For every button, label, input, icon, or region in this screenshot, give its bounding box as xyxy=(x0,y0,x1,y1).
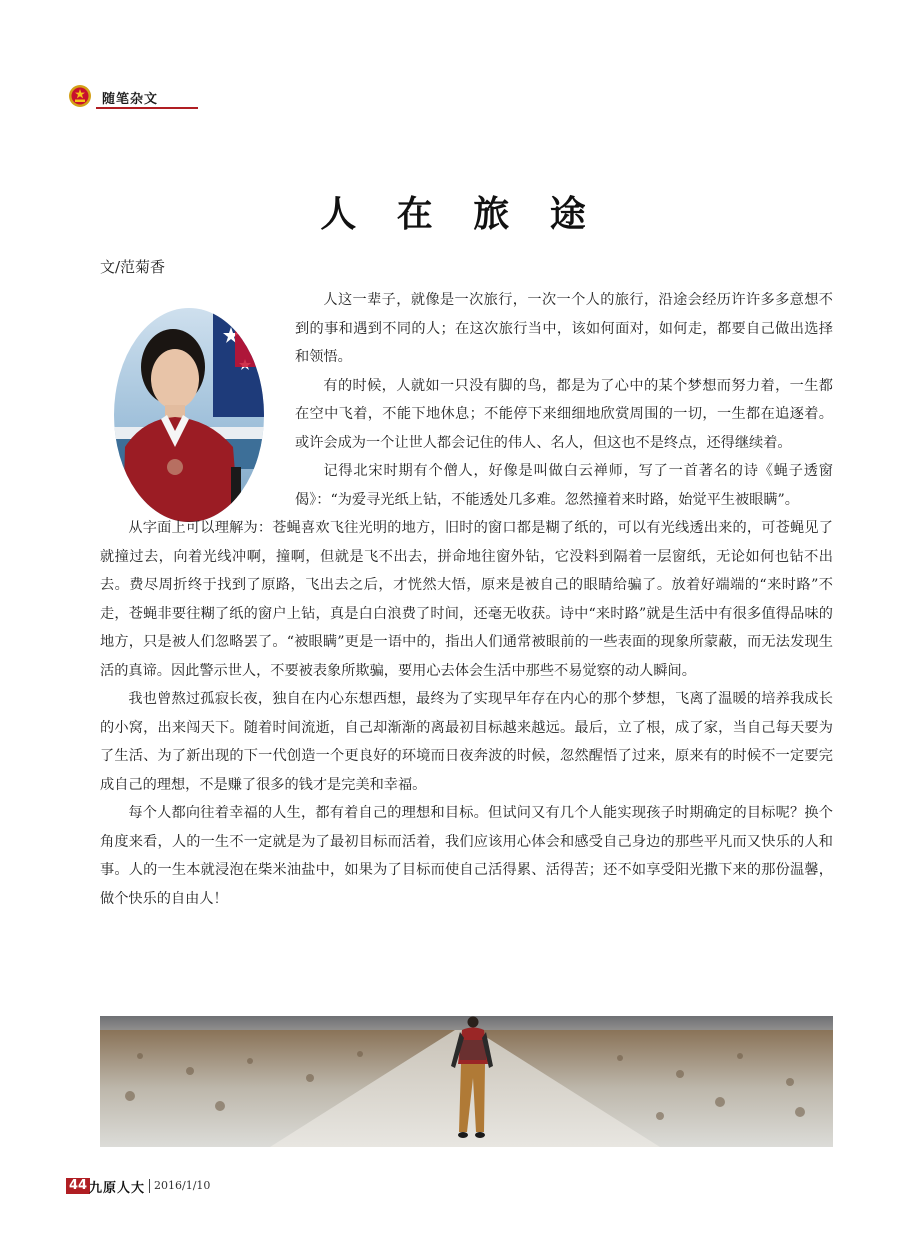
paragraph: 每个人都向往着幸福的人生，都有着自己的理想和目标。但试问又有几个人能实现孩子时期确定的目标呢？换个角度来看，人的一生不一定就是为了最初目标而活着，我们应该用心体会和感受自己身边的那些平凡而又快乐的人和事。人的一生本就浸泡在柴米油盐中，如果为了目标而使自己活得累、活得苦；还不如享受阳光撒下来的那份温馨，做个快乐的自由人！ xyxy=(100,805,833,907)
paragraph: 有的时候，人就如一只没有脚的鸟，都是为了心中的某个梦想而努力着，一生都在空中飞着，不能下地休息；不能停下来细细地欣赏周围的一切，一生都在追逐着。或许会成为一个让世人都会记住的伟人、名人，但这也不是终点，还得继续着。 xyxy=(295,377,833,451)
paragraph: 记得北宋时期有个僧人，好像是叫做白云禅师，写了一首著名的诗《蝇子透窗偈》：“为爱寻光纸上钻，不能透处几多难。忽然撞着来时路，始觉平生被眼瞒”。 xyxy=(295,463,833,508)
magazine-name: 九原人大 xyxy=(89,1181,146,1196)
page-number: 44 xyxy=(66,1178,90,1194)
article-body xyxy=(100,286,833,913)
paragraph: 人这一辈子，就像是一次旅行，一次一个人的旅行，沿途会经历许许多多意想不到的事和遇到不同的人；在这次旅行当中，该如何面对，如何走，都要自己做出选择和领悟。 xyxy=(295,292,833,365)
article-byline: 文/范菊香 xyxy=(100,258,166,276)
national-emblem-icon xyxy=(68,84,92,108)
road-photo xyxy=(100,1016,833,1147)
publication-date: 2016/1/10 xyxy=(154,1179,211,1192)
section-label: 随笔杂文 xyxy=(102,92,159,107)
section-header xyxy=(66,84,198,112)
section-rule xyxy=(96,107,198,109)
footer-divider xyxy=(149,1179,150,1193)
paragraph: 从字面上可以理解为：苍蝇喜欢飞往光明的地方，旧时的窗口都是糊了纸的，可以有光线透出来的，可苍蝇见了就撞过去，向着光线冲啊，撞啊，但就是飞不出去，拼命地往窗外钻，它没料到隔着一层窗纸，无论如何也钻不出去。费尽周折终于找到了原路，飞出去之后，才恍然大悟，原来是被自己的眼睛给骗了。放着好端端的“来时路”不走，苍蝇非要往糊了纸的窗户上钻，真是白白浪费了时间，还毫无收获。诗中“来时路”就是生活中有很多值得品味的地方，只是被人们忽略罢了。“被眼瞒”更是一语中的，指出人们通常被眼前的一些表面的现象所蒙蔽，而无法发现生活的真谛。因此警示世人，不要被表象所欺骗，要用心去体会生活中那些不易觉察的动人瞬间。 xyxy=(100,520,833,679)
article-title: 人 在 旅 途 xyxy=(320,193,600,235)
paragraph: 我也曾熬过孤寂长夜，独自在内心东想西想，最终为了实现早年存在内心的那个梦想，飞离了温暖的培养我成长的小窝，出来闯天下。随着时间流逝，自己却渐渐的离最初目标越来越远。最后，立了根，成了家，当自己每天要为了生活、为了新出现的下一代创造一个更良好的环境而日夜奔波的时候，忽然醒悟了过来，原来有的时候不一定要完成自己的理想，不是赚了很多的钱才是完美和幸福。 xyxy=(100,691,833,793)
